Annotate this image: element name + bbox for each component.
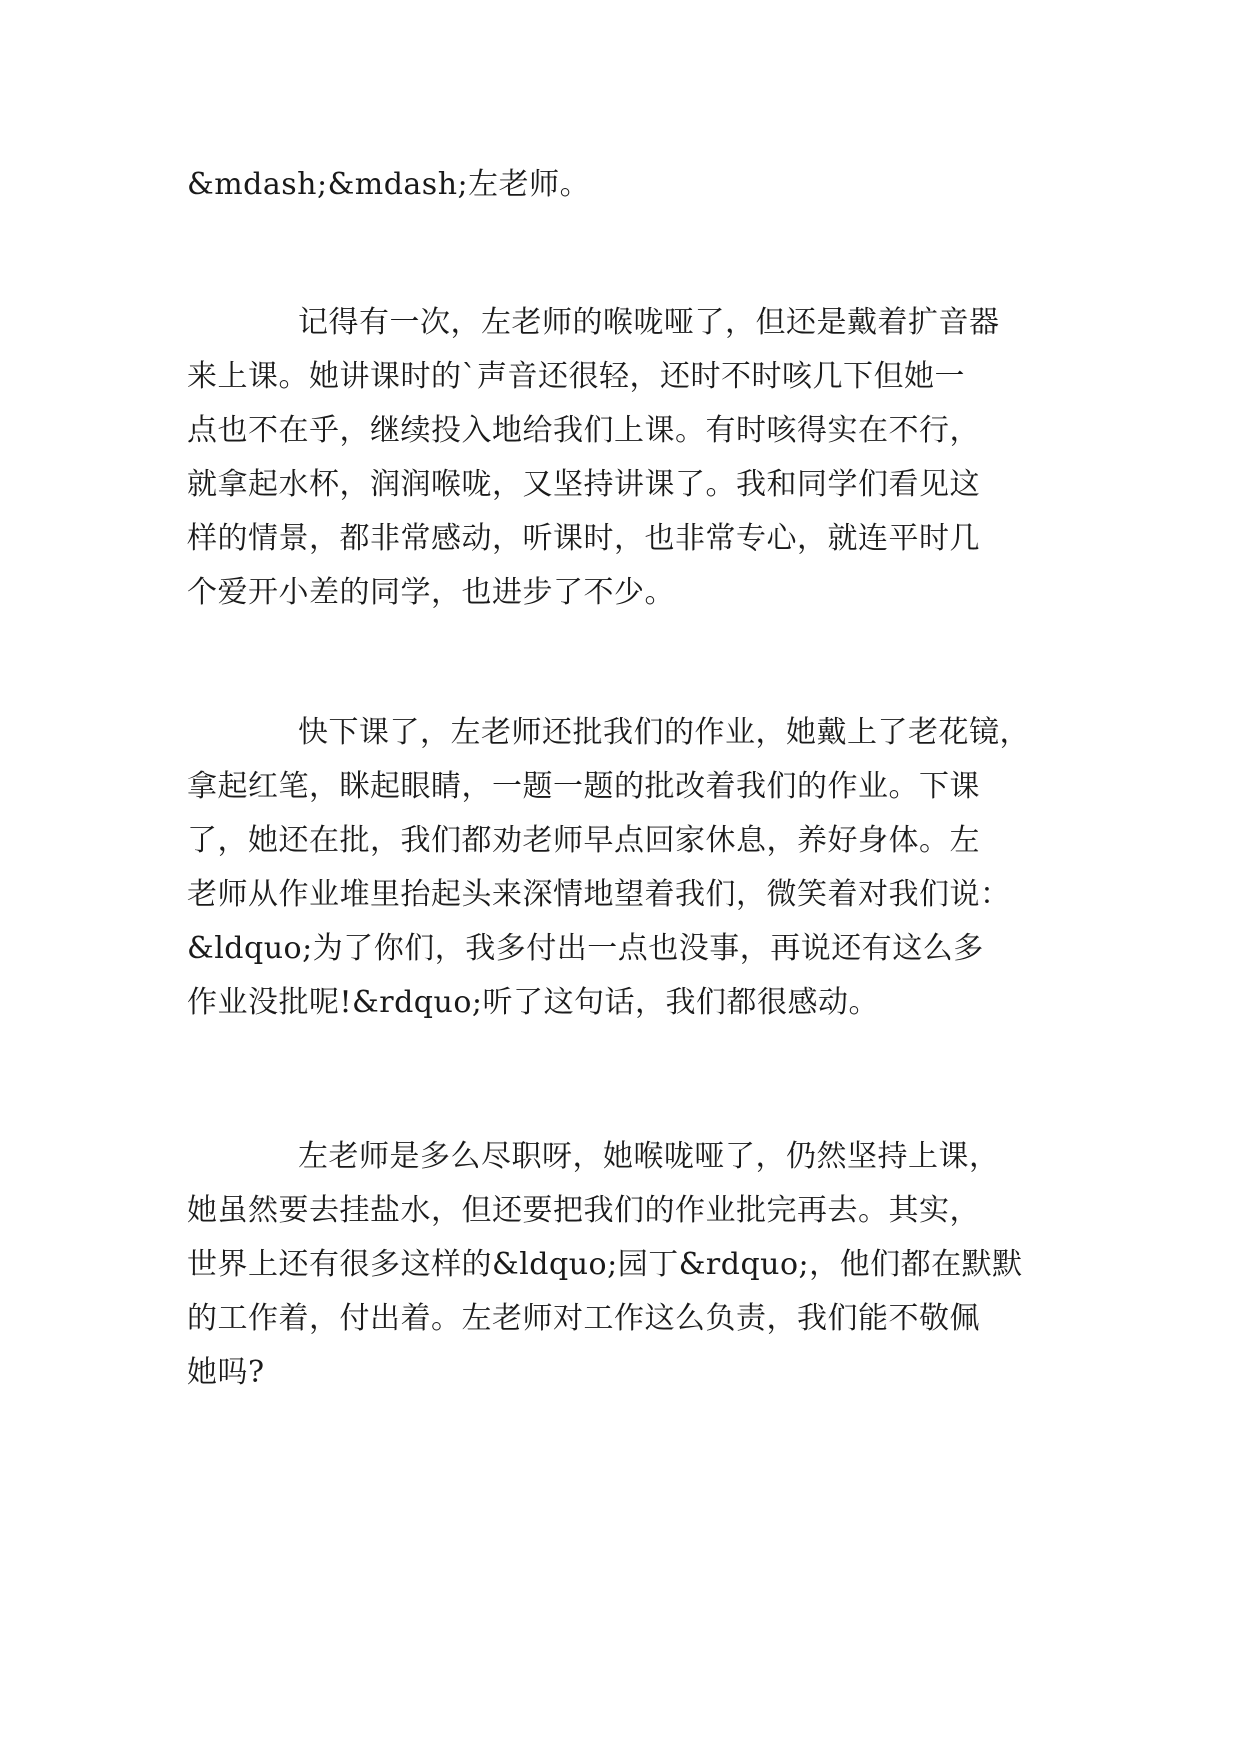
paragraph-first-line: 记得有一次，左老师的喉咙哑了，但还是戴着扩音器 bbox=[298, 305, 1000, 340]
text-line: 的工作着，付出着。左老师对工作这么负责，我们能不敬佩 bbox=[187, 1301, 980, 1336]
text-line: 就拿起水杯，润润喉咙，又坚持讲课了。我和同学们看见这 bbox=[187, 467, 980, 502]
text-line: 她吗? bbox=[187, 1355, 265, 1390]
text-line: 世界上还有很多这样的&ldquo;园丁&rdquo;，他们都在默默 bbox=[187, 1247, 1023, 1282]
text-line: 了，她还在批，我们都劝老师早点回家休息，养好身体。左 bbox=[187, 823, 980, 858]
text-line: 样的情景，都非常感动，听课时，也非常专心，就连平时几 bbox=[187, 521, 980, 556]
paragraph-first-line: 快下课了，左老师还批我们的作业，她戴上了老花镜， bbox=[298, 715, 1030, 750]
paragraph-first-line: 左老师是多么尽职呀，她喉咙哑了，仍然坚持上课， bbox=[298, 1139, 1000, 1174]
text-line: 老师从作业堆里抬起头来深情地望着我们，微笑着对我们说： bbox=[187, 877, 1011, 912]
text-line: 点也不在乎，继续投入地给我们上课。有时咳得实在不行， bbox=[187, 413, 980, 448]
text-line: 来上课。她讲课时的`声音还很轻，还时不时咳几下但她一 bbox=[187, 359, 965, 394]
text-line: 个爱开小差的同学，也进步了不少。 bbox=[187, 575, 675, 610]
text-line: &mdash;&mdash;左老师。 bbox=[187, 167, 591, 202]
text-line: 拿起红笔，眯起眼睛，一题一题的批改着我们的作业。下课 bbox=[187, 769, 980, 804]
text-line: 她虽然要去挂盐水，但还要把我们的作业批完再去。其实， bbox=[187, 1193, 980, 1228]
text-line: &ldquo;为了你们，我多付出一点也没事，再说还有这么多 bbox=[187, 931, 984, 966]
text-line: 作业没批呢!&rdquo;听了这句话，我们都很感动。 bbox=[187, 985, 879, 1020]
